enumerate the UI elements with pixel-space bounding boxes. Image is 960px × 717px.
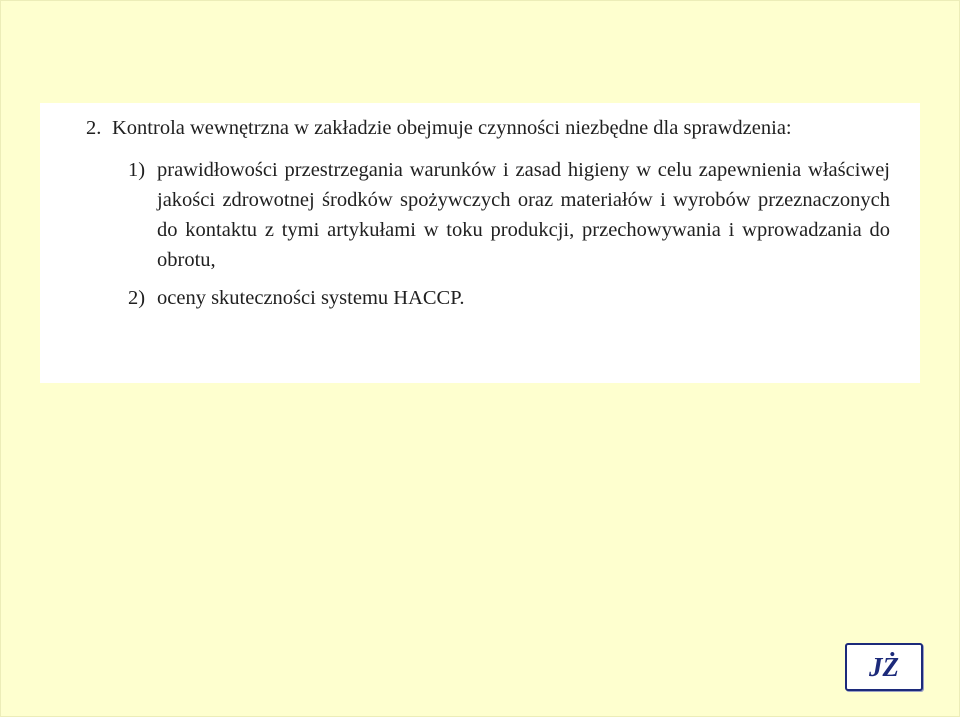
paragraph-number: 2. xyxy=(86,117,102,139)
list-item-marker: 1) xyxy=(128,159,146,181)
list-item-2 xyxy=(86,283,890,313)
list-item-text: oceny skuteczności systemu HACCP. xyxy=(157,287,465,309)
list-item-marker: 2) xyxy=(128,287,146,309)
author-initials-badge: JŻ xyxy=(845,643,923,691)
paragraph-text: Kontrola wewnętrzna w zakładzie obejmuje czynności niezbędne dla sprawdzenia: xyxy=(112,117,792,139)
regulation-excerpt xyxy=(40,103,920,383)
main-paragraph xyxy=(86,113,890,143)
list-item-text: prawidłowości przestrzegania warunków i zasad higieny w celu zapewnienia właściwej jakości zdrowotnej środków spożywczych oraz materiałów i wyrobów przeznaczonych do kontaktu z tymi artykułami w toku produkcji, przechowywania i wprowadzania do obrotu, xyxy=(157,159,890,271)
list-item-1 xyxy=(86,155,890,275)
